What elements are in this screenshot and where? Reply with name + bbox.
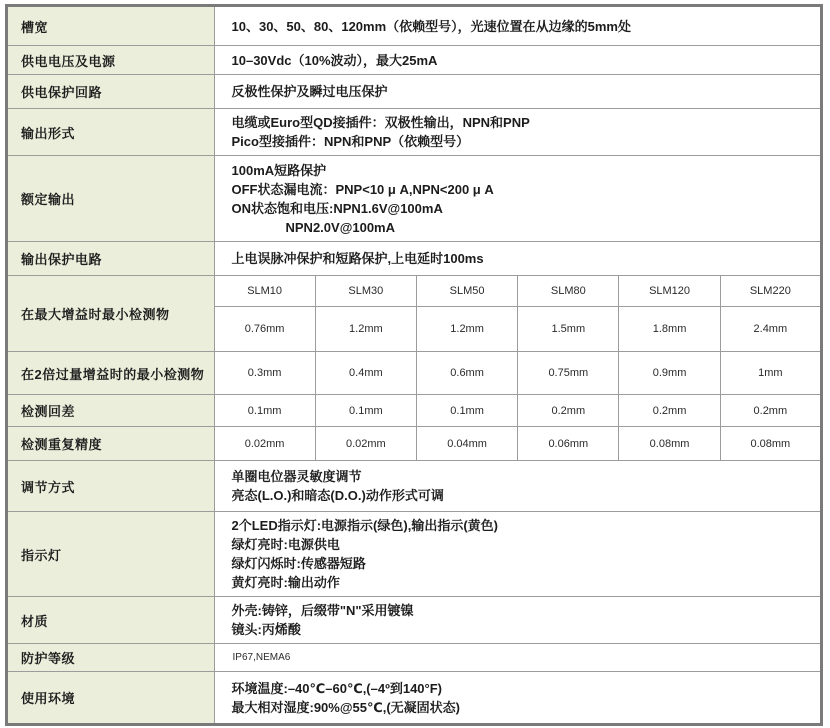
spec-value-line: 电缆或Euro型QD接插件：双极性输出，NPN和PNP — [231, 115, 530, 130]
spec-value-line: ON状态饱和电压:NPN1.6V@100mA — [231, 200, 443, 216]
model-value-cell: 0.2mm — [619, 395, 720, 427]
model-header-cell: SLM10 — [214, 276, 315, 307]
spec-value-line: 10、30、50、80、120mm（依赖型号），光速位置在从边缘的5mm处 — [231, 18, 631, 34]
spec-value — [214, 109, 822, 156]
model-header-cell: SLM50 — [416, 276, 517, 307]
model-header-cell: SLM120 — [619, 276, 720, 307]
spec-value-line: OFF状态漏电流：PNP<10 μ A,NPN<200 μ A — [231, 181, 494, 197]
model-value-cell: 0.75mm — [518, 352, 619, 395]
spec-label: 调节方式 — [7, 461, 215, 512]
model-value-cell: 0.4mm — [315, 352, 416, 395]
spec-label: 在最大增益时最小检测物 — [7, 276, 215, 352]
spec-table — [5, 4, 823, 726]
spec-value — [214, 75, 822, 109]
spec-label: 指示灯 — [7, 512, 215, 597]
model-header-cell: SLM220 — [720, 276, 821, 307]
spec-value — [214, 512, 822, 597]
spec-value-line: 最大相对湿度:90%@55℃,(无凝固状态) — [231, 699, 460, 715]
model-value-cell: 1.2mm — [315, 307, 416, 352]
model-header-cell: SLM30 — [315, 276, 416, 307]
model-value-cell: 0.08mm — [619, 427, 720, 461]
spec-value — [214, 242, 822, 276]
spec-value-line: 绿灯亮时:电源供电 — [231, 537, 340, 552]
model-value-cell: 0.2mm — [518, 395, 619, 427]
spec-value-line: NPN2.0V@100mA — [285, 219, 396, 235]
spec-label: 检测回差 — [7, 395, 215, 427]
spec-value-line: 100mA短路保护 — [231, 162, 327, 178]
model-value-cell: 0.02mm — [315, 427, 416, 461]
matrix-row-hysteresis — [7, 395, 822, 427]
spec-label: 供电保护回路 — [7, 75, 215, 109]
spec-value-line: Pico型接插件：NPN和PNP（依赖型号） — [231, 134, 470, 149]
model-value-cell: 1.8mm — [619, 307, 720, 352]
spec-label: 在2倍过量增益时的最小检测物 — [7, 352, 215, 395]
model-value-cell: 1.2mm — [416, 307, 517, 352]
spec-value — [214, 156, 822, 242]
spec-value-line: 反极性保护及瞬过电压保护 — [231, 84, 388, 99]
spec-row-protection-rating — [7, 644, 822, 672]
model-header-cell: SLM80 — [518, 276, 619, 307]
spec-row-material — [7, 597, 822, 644]
model-value-cell: 0.1mm — [315, 395, 416, 427]
spec-value-line: 镜头:丙烯酸 — [231, 622, 301, 637]
spec-label: 使用环境 — [7, 672, 215, 725]
spec-row-supply-voltage — [7, 46, 822, 75]
model-value-cell: 0.04mm — [416, 427, 517, 461]
spec-label: 材质 — [7, 597, 215, 644]
model-value-cell: 0.76mm — [214, 307, 315, 352]
model-header-row — [7, 276, 822, 307]
model-value-cell: 1.5mm — [518, 307, 619, 352]
spec-value-line: IP67,NEMA6 — [232, 652, 291, 663]
spec-value-line: 10–30Vdc（10%波动），最大25mA — [231, 52, 438, 68]
model-value-cell: 1mm — [720, 352, 821, 395]
spec-row-supply-protection — [7, 75, 822, 109]
spec-value — [214, 461, 822, 512]
matrix-row-repeatability — [7, 427, 822, 461]
spec-value — [214, 644, 822, 672]
spec-value-line: 外壳:铸锌，后缀带"N"采用镀镍 — [231, 603, 414, 618]
spec-value — [214, 597, 822, 644]
spec-value-line: 2个LED指示灯:电源指示(绿色),输出指示(黄色) — [231, 518, 498, 533]
spec-row-environment — [7, 672, 822, 725]
spec-value — [214, 46, 822, 75]
spec-label: 防护等级 — [7, 644, 215, 672]
model-value-cell: 0.1mm — [416, 395, 517, 427]
model-value-cell: 0.08mm — [720, 427, 821, 461]
model-value-cell: 2.4mm — [720, 307, 821, 352]
spec-row-output-protection — [7, 242, 822, 276]
spec-label: 额定输出 — [7, 156, 215, 242]
model-value-cell: 0.2mm — [720, 395, 821, 427]
spec-value-line: 环境温度:–40℃–60℃,(–4º到140°F) — [231, 680, 443, 696]
model-value-cell: 0.3mm — [214, 352, 315, 395]
spec-value-line: 单圈电位器灵敏度调节 — [231, 469, 362, 484]
model-value-cell: 0.1mm — [214, 395, 315, 427]
spec-label: 输出形式 — [7, 109, 215, 156]
spec-label: 输出保护电路 — [7, 242, 215, 276]
spec-row-output-type — [7, 109, 822, 156]
model-value-cell: 0.9mm — [619, 352, 720, 395]
model-value-cell: 0.02mm — [214, 427, 315, 461]
matrix-row-min-object-2x-gain — [7, 352, 822, 395]
spec-row-indicators — [7, 512, 822, 597]
model-value-cell: 0.06mm — [518, 427, 619, 461]
spec-row-slot-width — [7, 6, 822, 46]
spec-value-line: 绿灯闪烁时:传感器短路 — [231, 556, 366, 571]
spec-value — [214, 672, 822, 725]
spec-label: 检测重复精度 — [7, 427, 215, 461]
spec-value-line: 上电误脉冲保护和短路保护,上电延时100ms — [231, 251, 484, 266]
spec-value — [214, 6, 822, 46]
spec-value-line: 黄灯亮时:输出动作 — [231, 575, 340, 590]
spec-row-adjustment — [7, 461, 822, 512]
model-value-cell: 0.6mm — [416, 352, 517, 395]
spec-label: 供电电压及电源 — [7, 46, 215, 75]
spec-row-rated-output — [7, 156, 822, 242]
spec-label: 槽宽 — [7, 6, 215, 46]
spec-value-line: 亮态(L.O.)和暗态(D.O.)动作形式可调 — [231, 488, 444, 503]
